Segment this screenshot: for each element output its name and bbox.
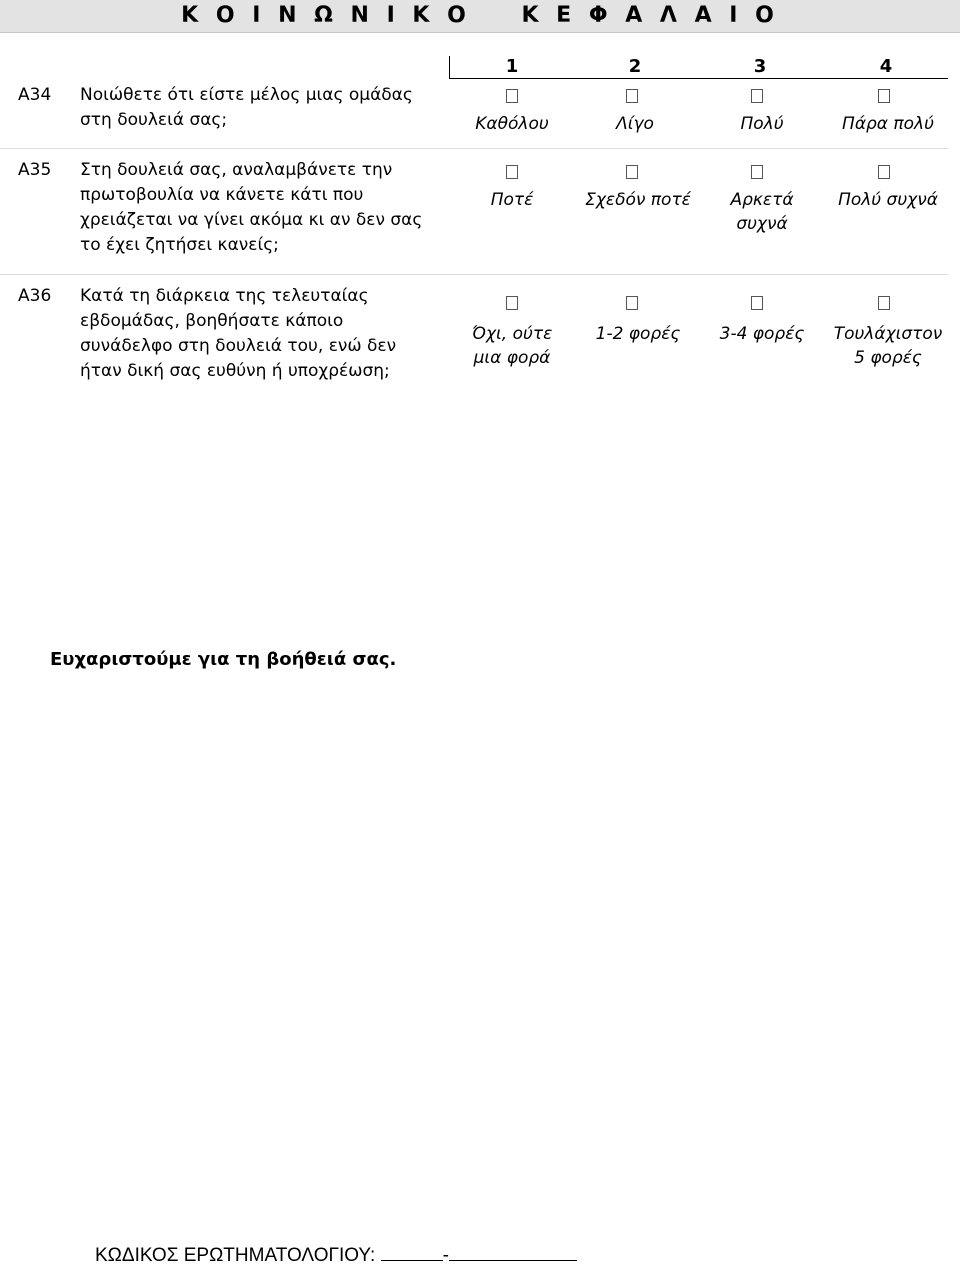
row-separator [0,148,948,149]
option-label: Αρκετά συχνά [730,190,794,234]
option-label: Πολύ συχνά [838,190,938,210]
answer-checkbox[interactable] [506,165,518,179]
question-text-line: χρειάζεται να γίνει ακόμα κι αν δεν σας [80,210,423,230]
answer-checkbox[interactable] [878,296,890,310]
option-label: Όχι, ούτε μια φορά [471,324,553,368]
answer-checkbox[interactable] [878,165,890,179]
scale-divider-vertical [449,56,450,78]
question-text-line: ήταν δική σας ευθύνη ή υποχρέωση; [80,361,390,381]
questionnaire-code-line [95,1242,577,1268]
answer-checkbox[interactable] [506,296,518,310]
question-text-line: εβδομάδας, βοηθήσατε κάποιο [80,311,344,331]
answer-checkbox[interactable] [626,165,638,179]
answer-checkbox[interactable] [751,89,763,103]
answer-checkbox[interactable] [626,296,638,310]
question-text-line: πρωτοβουλία να κάνετε κάτι που [80,185,364,205]
scale-number-2: 2 [628,56,642,77]
code-field-part-1[interactable] [381,1242,443,1261]
question-id: A35 [18,160,52,180]
scale-number-3: 3 [753,56,767,77]
answer-checkbox[interactable] [878,89,890,103]
option-label: Καθόλου [475,114,549,134]
question-text-line: Κατά τη διάρκεια της τελευταίας [80,286,369,306]
option-label: Ποτέ [490,190,534,210]
answer-checkbox[interactable] [626,89,638,103]
scale-number-1: 1 [505,56,519,77]
option-label: 1-2 φορές [595,324,681,344]
option-label: 3-4 φορές [719,324,805,344]
thank-you-text: Ευχαριστούμε για τη βοήθειά σας. [50,649,397,670]
question-text [80,158,450,258]
question-text-line: Νοιώθετε ότι είστε μέλος μιας ομάδας [80,85,413,105]
scale-divider-horizontal [449,78,948,79]
question-text-line: στη δουλειά σας; [80,110,228,130]
answer-checkbox[interactable] [751,296,763,310]
code-field-part-2[interactable] [449,1242,577,1261]
questionnaire-code-label: ΚΩΔΙΚΟΣ ΕΡΩΤΗΜΑΤΟΛΟΓΙΟΥ: [95,1245,376,1266]
answer-checkbox[interactable] [751,165,763,179]
section-title: Κ Ο Ι Ν Ω Ν Ι Κ Ο Κ Ε Φ Α Λ Α Ι Ο [181,3,779,28]
scale-number-4: 4 [879,56,893,77]
code-separator: - [442,1245,449,1266]
question-text-line: Στη δουλειά σας, αναλαμβάνετε την [80,160,393,180]
option-label: Πολύ [740,114,784,134]
row-separator [0,274,948,275]
option-label: Σχεδόν ποτέ [585,190,691,210]
question-text [80,83,450,133]
option-label: Λίγο [616,114,654,134]
question-text [80,284,450,384]
option-label: Τουλάχιστον 5 φορές [833,324,943,368]
answer-checkbox[interactable] [506,89,518,103]
question-id: A36 [18,286,52,306]
option-label: Πάρα πολύ [842,114,934,134]
question-id: A34 [18,85,52,105]
question-text-line: συνάδελφο στη δουλειά του, ενώ δεν [80,336,397,356]
question-text-line: το έχει ζητήσει κανείς; [80,235,279,255]
